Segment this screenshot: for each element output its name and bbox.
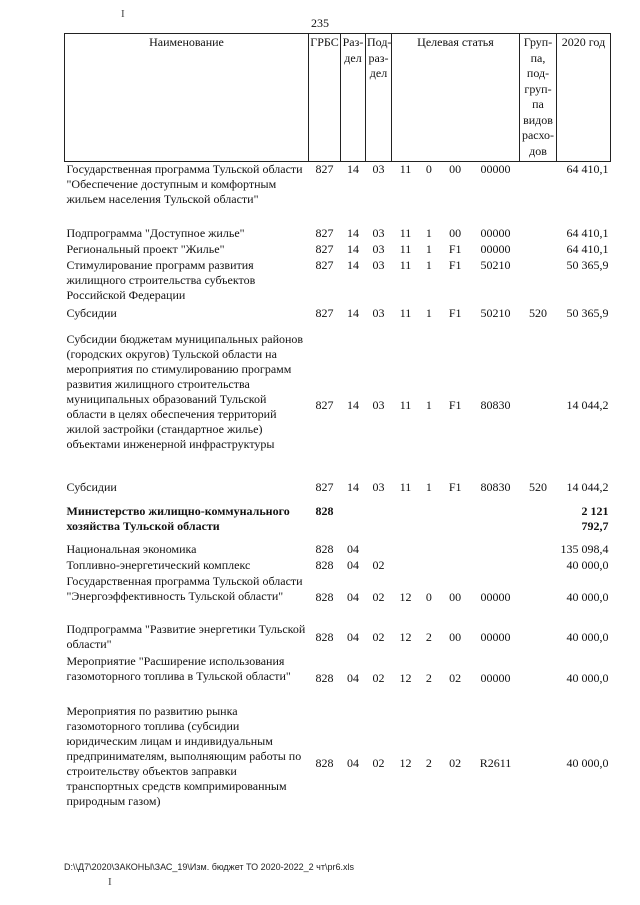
row-grbs: 827 — [315, 241, 334, 256]
target-article-part: 11 — [399, 162, 412, 176]
row-target-article — [392, 258, 520, 306]
target-article-part: 2 — [425, 671, 432, 685]
table-row — [65, 226, 611, 242]
row-expense-group — [520, 226, 557, 242]
row-razdel: 04 — [347, 630, 359, 644]
row-podrazdel: 03 — [372, 225, 385, 240]
target-article-part: 12 — [399, 630, 412, 644]
target-article-part: 50210 — [480, 257, 511, 272]
row-podrazdel: 03 — [372, 257, 385, 272]
row-razdel: 14 — [347, 241, 359, 256]
table-header-row — [65, 34, 611, 162]
row-target-article — [392, 542, 520, 558]
row-sum-2020: 135 098,4 — [560, 541, 609, 556]
table-row — [65, 542, 611, 558]
row-podrazdel: 03 — [372, 479, 385, 494]
row-grbs: 827 — [315, 257, 334, 272]
row-grbs: 827 — [315, 162, 334, 176]
row-razdel: 04 — [347, 541, 359, 556]
row-sum-2020: 50 365,9 — [566, 257, 609, 272]
row-podrazdel: 02 — [372, 671, 385, 685]
target-article-part: 12 — [399, 590, 412, 604]
table-row — [65, 258, 611, 306]
row-sum-2020: 40 000,0 — [566, 756, 609, 770]
row-sum-2020: 64 410,1 — [566, 241, 609, 256]
row-sum-2020: 2 121 792,7 — [581, 503, 609, 533]
row-podrazdel: 03 — [372, 162, 385, 176]
row-target-article — [392, 654, 520, 704]
target-article-part: 1 — [425, 257, 432, 272]
row-name: Субсидии — [66, 479, 117, 494]
row-razdel: 04 — [347, 756, 359, 770]
row-razdel: 14 — [347, 305, 359, 320]
header-podrazdel: Под-раз-дел — [366, 34, 392, 162]
row-expense-group — [520, 504, 557, 542]
bottom-mark: I — [108, 876, 112, 888]
target-article-part: 80830 — [480, 479, 511, 494]
row-name: Мероприятия по развитию рынка газомоторного топлива (субсидии юридическим лицам и индивидуальным предпринимателям, выполняющим работы по строительству объектов заправки транспортных средств компримированным природным газом) — [66, 703, 302, 808]
row-razdel: 04 — [347, 671, 359, 685]
row-expense-group — [520, 654, 557, 704]
row-sum-2020: 50 365,9 — [566, 305, 609, 320]
row-sum-2020: 40 000,0 — [566, 671, 609, 685]
table-row — [65, 332, 611, 480]
table-row — [65, 480, 611, 504]
table-row — [65, 558, 611, 574]
target-article-part: 1 — [425, 225, 432, 240]
target-article-part: 11 — [399, 305, 412, 320]
header-grbs: ГРБС — [309, 34, 341, 162]
page-number: 235 — [311, 16, 329, 30]
row-sum-2020: 40 000,0 — [566, 590, 609, 604]
target-article-part: 1 — [425, 479, 432, 494]
row-expense-group — [520, 704, 557, 824]
target-article-part: 0 — [425, 590, 432, 604]
row-podrazdel: 02 — [372, 756, 385, 770]
row-razdel: 04 — [347, 557, 359, 572]
table-row — [65, 704, 611, 824]
row-sum-2020: 64 410,1 — [566, 162, 609, 176]
row-podrazdel: 02 — [372, 630, 385, 644]
target-article-part: 00 — [449, 225, 462, 240]
target-article-part: 2 — [425, 756, 432, 770]
target-article-part: 11 — [399, 225, 412, 240]
target-article-part: 00000 — [480, 671, 511, 685]
header-expense-group: Груп-па, под-груп-па видов расхо-дов — [520, 34, 557, 162]
row-grbs: 828 — [315, 503, 334, 518]
row-name: Субсидии — [66, 305, 117, 320]
target-article-part: 11 — [399, 241, 412, 256]
target-article-part: F1 — [448, 257, 462, 272]
target-article-part: 80830 — [480, 398, 511, 412]
target-article-part: 50210 — [480, 305, 511, 320]
row-razdel: 14 — [347, 398, 359, 412]
row-name: Субсидии бюджетам муниципальных районов (городских округов) Тульской области на мероприятия по стимулированию программ развития жилищного строительства муниципальных образований Тульской области в целях обеспечения территорий жилой застройки (стандартное жилье) объектами инженерной инфраструктуры — [66, 331, 304, 451]
target-article-part: 00000 — [480, 162, 511, 176]
header-name: Наименование — [65, 34, 309, 162]
row-grbs: 828 — [315, 557, 334, 572]
row-expense-group — [520, 162, 557, 226]
row-name: Подпрограмма "Развитие энергетики Тульской области" — [66, 621, 306, 651]
row-expense-group — [520, 258, 557, 306]
header-sum-2020: 2020 год — [557, 34, 611, 162]
row-name: Государственная программа Тульской области "Обеспечение доступным и комфортным жильем населения Тульской области" — [66, 162, 303, 206]
row-grbs: 827 — [315, 479, 334, 494]
row-grbs: 827 — [315, 225, 334, 240]
target-article-part: F1 — [448, 241, 462, 256]
row-podrazdel — [366, 542, 392, 558]
table-row — [65, 654, 611, 704]
row-name: Топливно-энергетический комплекс — [66, 557, 251, 572]
row-grbs: 828 — [315, 630, 334, 644]
row-grbs: 828 — [315, 671, 334, 685]
row-name: Мероприятие "Расширение использования газомоторного топлива в Тульской области" — [66, 653, 291, 683]
row-sum-2020: 14 044,2 — [566, 398, 609, 412]
row-target-article — [392, 162, 520, 226]
table-row — [65, 242, 611, 258]
row-name: Подпрограмма "Доступное жилье" — [66, 225, 245, 240]
target-article-part: 00 — [449, 162, 462, 176]
budget-table — [64, 33, 611, 824]
target-article-part: 1 — [425, 398, 432, 412]
row-name: Стимулирование программ развития жилищного строительства субъектов Российской Федерации — [66, 257, 256, 302]
row-razdel: 14 — [347, 162, 359, 176]
target-article-part: 00000 — [480, 225, 511, 240]
target-article-part: 11 — [399, 479, 412, 494]
row-target-article — [392, 574, 520, 622]
table-row — [65, 504, 611, 542]
margin-mark: I — [121, 8, 125, 20]
target-article-part: 02 — [449, 756, 462, 770]
row-expense-group — [520, 622, 557, 654]
target-article-part: 11 — [399, 398, 412, 412]
row-razdel — [341, 504, 366, 542]
row-sum-2020: 40 000,0 — [566, 557, 609, 572]
row-grbs: 828 — [315, 756, 334, 770]
row-sum-2020: 14 044,2 — [566, 479, 609, 494]
row-target-article — [392, 226, 520, 242]
row-name: Национальная экономика — [66, 541, 197, 556]
row-razdel: 14 — [347, 257, 359, 272]
row-expense-group — [520, 242, 557, 258]
target-article-part: 1 — [425, 241, 432, 256]
row-expense-group: 520 — [529, 305, 547, 320]
target-article-part: F1 — [448, 398, 462, 412]
target-article-part: 00000 — [480, 241, 511, 256]
row-podrazdel: 03 — [372, 241, 385, 256]
row-target-article — [392, 480, 520, 504]
target-article-part: R2611 — [479, 756, 512, 770]
target-article-part: 0 — [425, 162, 432, 176]
target-article-part: 12 — [399, 756, 412, 770]
target-article-part: F1 — [448, 305, 462, 320]
target-article-part: F1 — [448, 479, 462, 494]
row-razdel: 14 — [347, 225, 359, 240]
row-expense-group: 520 — [529, 479, 547, 494]
row-podrazdel: 02 — [372, 557, 385, 572]
table-row — [65, 162, 611, 226]
target-article-part: 02 — [449, 671, 462, 685]
row-podrazdel: 03 — [372, 305, 385, 320]
row-target-article — [392, 504, 520, 542]
target-article-part: 1 — [425, 305, 432, 320]
table-row — [65, 622, 611, 654]
target-article-part: 00000 — [480, 590, 511, 604]
header-razdel: Раз-дел — [341, 34, 366, 162]
row-target-article — [392, 558, 520, 574]
row-target-article — [392, 332, 520, 480]
row-grbs: 827 — [315, 305, 334, 320]
target-article-part: 11 — [399, 257, 412, 272]
target-article-part: 00000 — [480, 630, 511, 644]
row-sum-2020: 40 000,0 — [566, 630, 609, 644]
row-grbs: 828 — [315, 541, 334, 556]
target-article-part: 2 — [425, 630, 432, 644]
row-name: Министерство жилищно-коммунального хозяйства Тульской области — [66, 503, 290, 533]
row-sum-2020: 64 410,1 — [566, 225, 609, 240]
row-expense-group — [520, 558, 557, 574]
row-razdel: 04 — [347, 590, 359, 604]
table-row — [65, 306, 611, 332]
row-name: Государственная программа Тульской области "Энергоэффективность Тульской области" — [66, 573, 303, 603]
target-article-part: 12 — [399, 671, 412, 685]
row-target-article — [392, 242, 520, 258]
table-row — [65, 574, 611, 622]
row-target-article — [392, 622, 520, 654]
row-grbs: 828 — [315, 590, 334, 604]
row-grbs: 827 — [315, 398, 334, 412]
row-target-article — [392, 306, 520, 332]
row-podrazdel — [366, 504, 392, 542]
row-target-article — [392, 704, 520, 824]
row-expense-group — [520, 574, 557, 622]
row-expense-group — [520, 332, 557, 480]
row-podrazdel: 02 — [372, 590, 385, 604]
target-article-part: 00 — [449, 630, 462, 644]
row-name: Региональный проект "Жилье" — [66, 241, 225, 256]
row-razdel: 14 — [347, 479, 359, 494]
target-article-part: 00 — [449, 590, 462, 604]
header-target-article: Целевая статья — [392, 34, 520, 162]
row-podrazdel: 03 — [372, 398, 385, 412]
footer-file-path: D:\\Д7\2020\ЗАКОНЫ\ЗАС_19\Изм. бюджет ТО 2020-2022_2 чт\pr6.xls — [64, 862, 354, 872]
row-expense-group — [520, 542, 557, 558]
